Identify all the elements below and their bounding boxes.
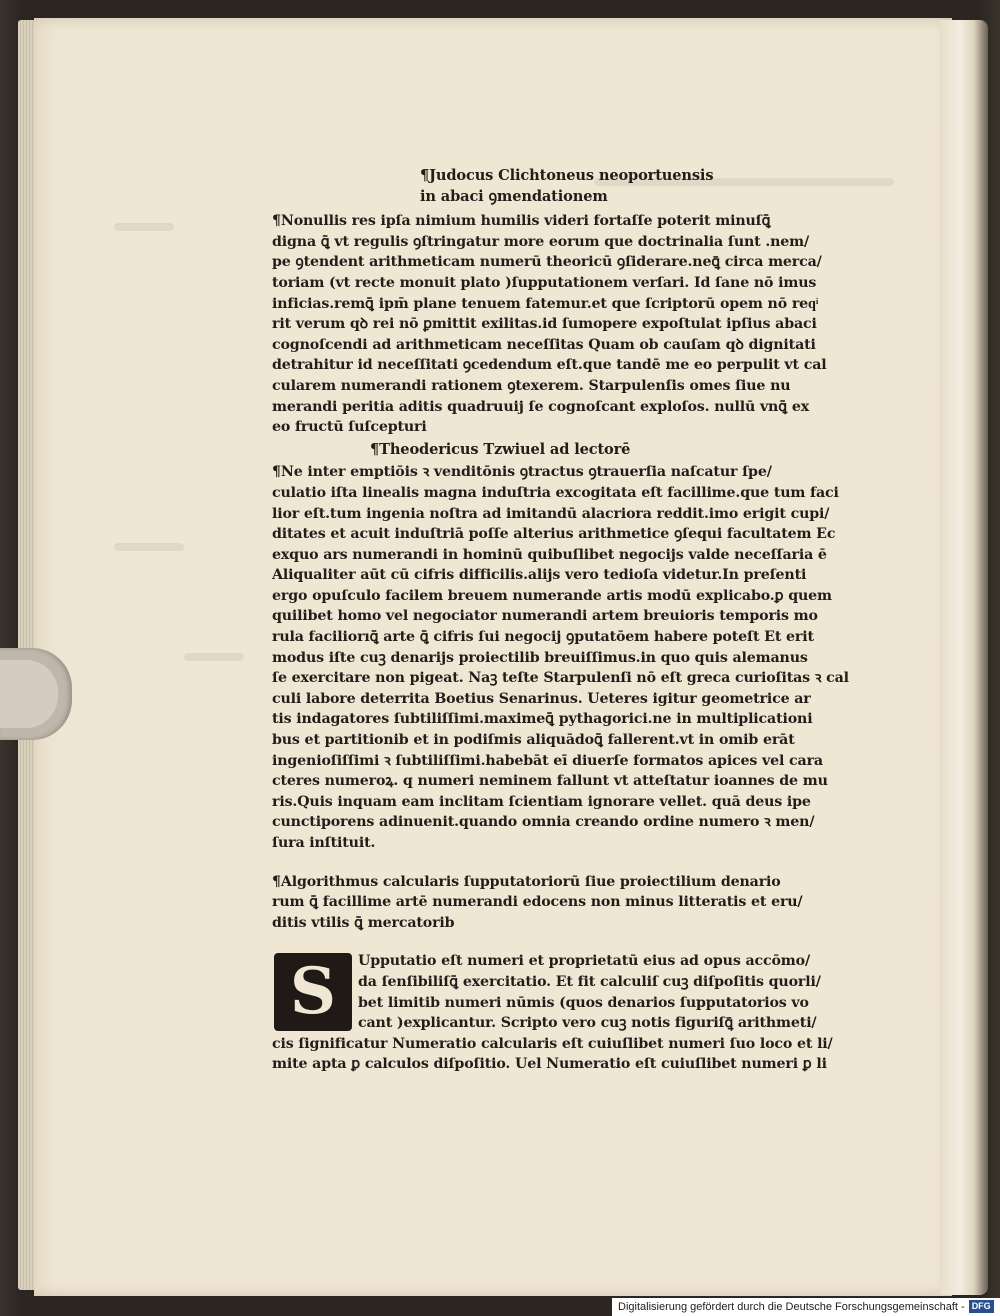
text-line: Upputatio eſt numeri et proprietatū eius ad opus accōmo/ [358, 953, 810, 970]
show-through-text [114, 223, 174, 231]
text-line: ditis vtilis ꝗ̄ mercatorib [272, 914, 455, 931]
text-line: ſe exercitare non pigeat. Naꝫ teſte Starpulenſi nō eſt greca curioſitas ꝛ cal [272, 670, 849, 687]
text-line: cunctiporens adinuenit.quando omnia creando ordine numero ꝛ men/ [272, 814, 815, 831]
printed-text-block [272, 166, 870, 1075]
text-line: ¶Nonullis res ipſa nimium humilis videri fortaſſe poterit minuſꝗ̄ [272, 213, 771, 230]
paragraph-nonullis [272, 211, 870, 438]
text-line: pe ꝯtendent arithmeticam numerū theoricū ꝯſiderare.neꝗ̄ circa merca/ [272, 254, 822, 271]
text-line: exquo ars numerandi in hominū quibuſlibet negocijs valde neceſſaria ē [272, 546, 827, 563]
text-line: cis ſignificatur Numeratio calcularis eſt cuiuſlibet numeri ſuo loco et li/ [272, 1035, 833, 1052]
text-line: eo fructū ſuſcepturi [272, 419, 427, 436]
text-line: modus iſte cuꝫ denarijs proiectilib breuiſſimus.in quo quis alemanus [272, 649, 808, 666]
heading-judocus-sub: in abaci ꝯmendationem [420, 187, 608, 205]
text-line: ditates et acuit induſtriā poſſe alterius arithmetice ꝯſequi facultatem Ec [272, 526, 836, 543]
show-through-text [114, 543, 184, 551]
text-line: cant )explicantur. Scripto vero cuꝫ notis figuriſꝗ̄ arithmeti/ [358, 1015, 817, 1032]
text-line: culi labore deterrita Boetius Senarinus. Ueteres igitur geometrice ar [272, 690, 811, 707]
text-line: detrahitur id neceſſitati ꝯcedendum eſt.que tandē me eo perpulit vt cal [272, 357, 827, 374]
decorated-initial-s: S [274, 953, 352, 1031]
text-line: cularem numerandi rationem ꝯtexerem. Starpulenſis omes ſiue nu [272, 377, 791, 394]
text-line: cteres numeroꝝ. q numeri neminem fallunt vt atteſtatur ioannes de mu [272, 773, 828, 790]
text-line: cognoſcendi ad arithmeticam neceſſitas Quam ob cauſam qꝺ dignitati [272, 336, 816, 353]
text-line: ris.Quis inquam eam inclitam ſcientiam ignorare vellet. quā deus ipe [272, 793, 811, 810]
text-line: merandi peritia aditis quadruuij ſe cognoſcant exploſos. nullū vnꝗ̄ ex [272, 398, 810, 415]
text-line: rit verum qꝺ rei nō ꝑmittit exilitas.id ſumopere expoſtulat ipſius abaci [272, 316, 817, 333]
text-line: tis indagatores ſubtiliſſimi.maximeꝗ̄ pythagorici.ne in multiplicationi [272, 711, 813, 728]
text-line: ¶Ne inter emptiōis ꝛ venditōnis ꝯtractus ꝯtrauerſia naſcatur ſpe/ [272, 464, 772, 481]
text-line: da ſenſibiliſꝗ̄ exercitatio. Et fit calculiſ cuꝫ diſpoſitis quorli/ [358, 973, 821, 990]
text-line: bus et partitionib et in podiſmis aliquādoꝗ̄ fallerent.vt in omib erāt [272, 732, 795, 749]
text-line: ergo opuſculo facilem breuem numerande artis modū explicabo.ꝑ quem [272, 587, 832, 604]
text-line: quilibet homo vel negociator numerandi artem breuioris temporis mo [272, 608, 818, 625]
heading-judocus: ¶Judocus Clichtoneus neoportuensis [420, 167, 714, 184]
dfg-logo: DFG [969, 1300, 994, 1313]
text-line: inficias.remꝗ̄ ipm̄ plane tenuem fatemur.et que ſcriptorū opem nō reqͥ [272, 295, 819, 312]
paragraph-ne-inter [272, 462, 870, 853]
text-line: toriam (vt recte monuit plato )ſupputationem verſari. Id ſane nō imus [272, 274, 817, 291]
text-line: ¶Algorithmus calcularis ſupputatoriorū ſiue proiectilium denario [272, 873, 781, 890]
page-clip-inner [0, 660, 58, 728]
text-line: rum ꝗ̄ facillime artē numerandi edocens non minus litteratis et eru/ [272, 894, 803, 911]
show-through-text [184, 653, 244, 661]
text-line: Aliqualiter aūt cū cifris difficilis.alijs vero tedioſa videtur.In preſenti [272, 567, 807, 584]
page-stack-right-edge [940, 20, 988, 1295]
paragraph-supputatio [272, 951, 870, 1075]
text-line: mite apta ꝑ calculos diſpoſitio. Uel Numeratio eſt cuiuſlibet numeri ꝑ li [272, 1056, 827, 1073]
footer-credit-text: Digitalisierung gefördert durch die Deutsche Forschungsgemeinschaft - [618, 1301, 965, 1313]
text-line: rula faciliorıꝗ̄ arte ꝗ̄ cifris ſui negocij ꝯputatōem habere poteſt Et erit [272, 629, 814, 646]
text-line: lior eſt.tum ingenia noſtra ad imitandū alacriora reddit.imo erigit cupi/ [272, 505, 830, 522]
text-line: culatio iſta linealis magna induſtria excogitata eſt facillime.que tum faci [272, 484, 839, 501]
digitization-footer [612, 1298, 1000, 1316]
text-line: digna ꝗ̄ vt regulis ꝯſtringatur more eorum que doctrinalia ſunt .nem/ [272, 233, 810, 250]
text-line: bet limitib numeri nūmis (quos denarios ſupputatorios vo [358, 994, 809, 1011]
heading-algorithmus [272, 872, 870, 934]
heading-theodericus: ¶Theodericus Tzwiuel ad lectorē [370, 440, 631, 458]
text-line: ingenioſiſſimi ꝛ ſubtiliſſimi.habebāt eī diuerſe formatos apices vel cara [272, 752, 823, 769]
text-line: ſura inſtituit. [272, 835, 376, 851]
